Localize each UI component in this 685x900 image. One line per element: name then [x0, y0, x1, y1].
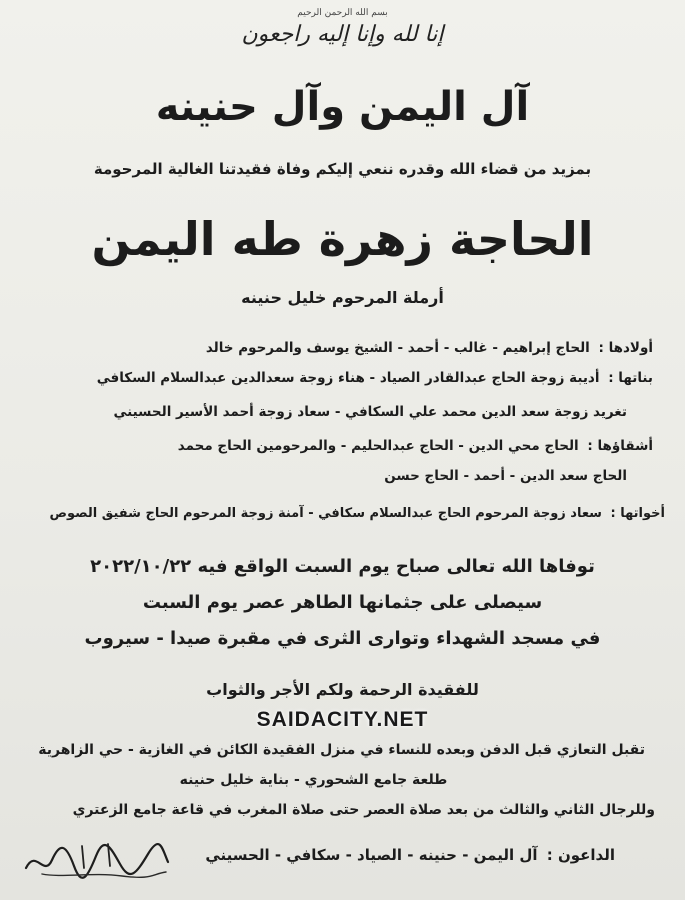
families-title: آل اليمن وآل حنينه — [155, 84, 530, 130]
sons-names: الحاج إبراهيم - غالب - أحمد - الشيخ يوسف والمرحوم خالد — [205, 340, 590, 356]
brothers-line-1 — [178, 438, 653, 454]
burial-notice: في مسجد الشهداء وتوارى الثرى في مقبرة صيدا - سيروب — [84, 628, 601, 649]
daughters-label: بناتها : — [608, 370, 653, 386]
condolences-line-1: تقبل التعازي قبل الدفن وبعده للنساء في منزل الفقيدة الكائن في الغازية - حي الزاهرية — [38, 742, 645, 758]
condolences-line-3: وللرجال الثاني والثالث من بعد صلاة العصر حتى صلاة المغرب في قاعة جامع الزعتري — [72, 802, 655, 818]
widow-of: أرملة المرحوم خليل حنينه — [241, 288, 444, 307]
basmala: بسم الله الرحمن الرحيم — [297, 8, 388, 18]
signature-row — [205, 846, 615, 864]
announcement: بمزيد من قضاء الله وقدره ننعي إليكم وفاة فقيدتنا الغالية المرحومة — [93, 160, 592, 178]
brothers-names-1: الحاج محي الدين - الحاج عبدالحليم - والمرحومين الحاج محمد — [177, 438, 579, 454]
sisters-line — [49, 506, 665, 521]
brothers-names-2: الحاج سعد الدين - أحمد - الحاج حسن — [384, 468, 627, 484]
mercy-wish: للفقيدة الرحمة ولكم الأجر والثواب — [206, 680, 479, 699]
handwritten-signature — [22, 838, 172, 884]
daughters-names-2: تغريد زوجة سعد الدين محمد علي السكافي - سعاد زوجة أحمد الأسير الحسيني — [113, 404, 627, 420]
signature-label: الداعون : — [546, 846, 615, 864]
daughters-names-1: أديبة زوجة الحاج عبدالقادر الصياد - هناء زوجة سعدالدين عبدالسلام السكافي — [96, 370, 600, 386]
sons-line — [206, 340, 653, 356]
brothers-line-2 — [384, 468, 627, 484]
quran-verse: إنا لله وإنا إليه راجعون — [241, 22, 444, 47]
deceased-name: الحاجة زهرة طه اليمن — [91, 212, 594, 266]
daughters-line-2 — [113, 404, 627, 420]
death-notice: توفاها الله تعالى صباح يوم السبت الواقع فيه ٢٠٢٢/١٠/٢٢ — [90, 556, 595, 577]
watermark-site: SAIDACITY.NET — [256, 708, 429, 731]
sons-label: أولادها : — [598, 340, 653, 356]
daughters-line-1 — [97, 370, 653, 386]
signature-families: آل اليمن - حنينه - الصياد - سكافي - الحسيني — [205, 846, 538, 864]
brothers-label: أشقاؤها : — [587, 438, 653, 454]
prayer-notice: سيصلى على جثمانها الطاهر عصر يوم السبت — [142, 592, 543, 613]
sisters-names: سعاد زوجة المرحوم الحاج عبدالسلام سكافي - آمنة زوجة المرحوم الحاج شفيق الصوص — [49, 506, 602, 521]
sisters-label: أخواتها : — [610, 506, 665, 521]
condolences-line-2: طلعة جامع الشحوري - بناية خليل حنينه — [179, 772, 448, 788]
